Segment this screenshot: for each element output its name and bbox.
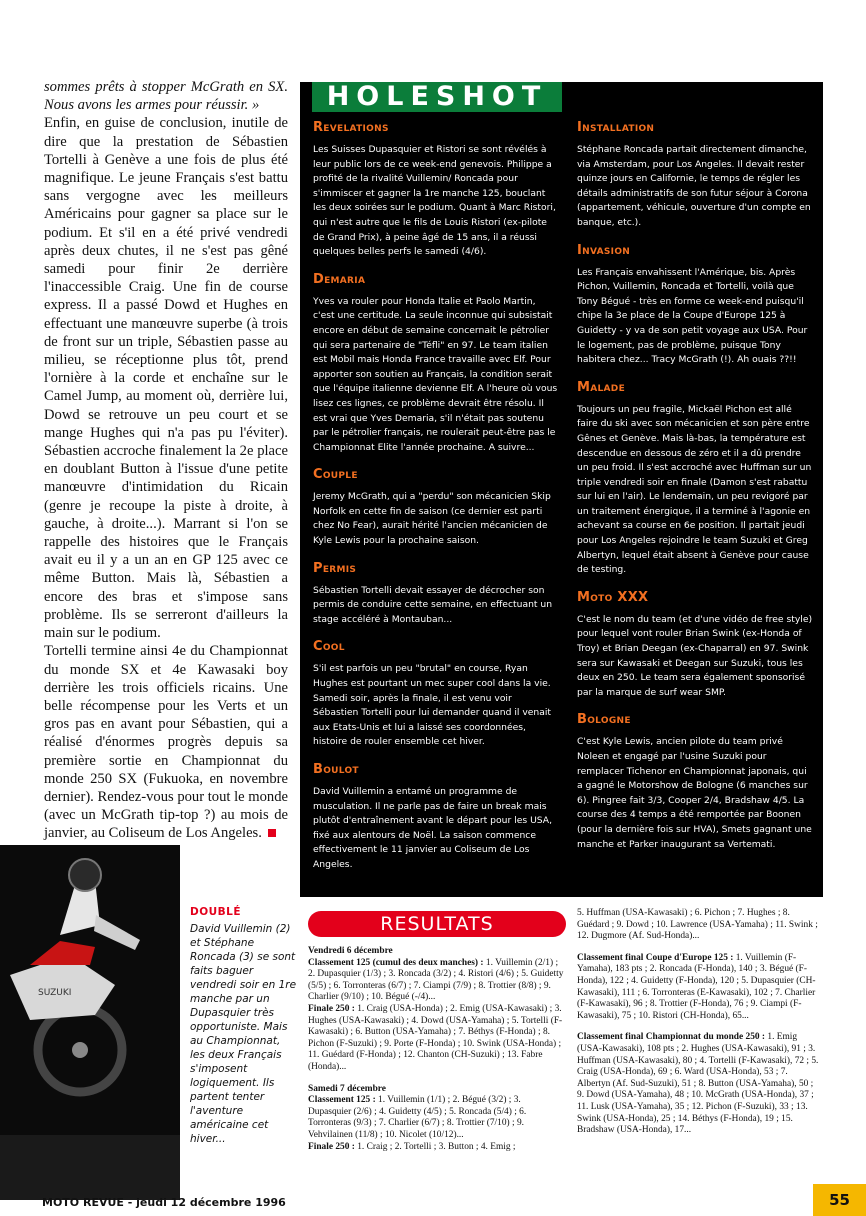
page-footer: MOTO REVUE - jeudi 12 décembre 1996 [42,1196,286,1209]
section-demaria [313,272,559,456]
results-class-text: 1. Vuillemin (1/1) ; 2. Bégué (3/2) ; 3. Dupasquier (2/6) ; 4. Guidetty (4/5) ; 5. Roncada (5/4) ; 6. Torronteras (9/3) ; 7. Charlier (6/7) ; 8. Trottier (7/10) ; 9. Vehvilainen (11/8) ; 10. Nicolet (10/12)... [308,1095,527,1140]
results-class-label: Classement final Championnat du monde 250 : [577,1032,766,1043]
article-paragraph-2-text: Tortelli termine ainsi 4e du Championnat du monde SX et 4e Kawasaki boy derrière les trois officiels ricains. Une belle récompense pour les Verts et un gros pas en avant pour Sébastien, qui a réalisé d'énormes progrès depuis sa première sortie en Championnat du monde 250 SX (Fukuoka, en novembre dernier). Rendez-vous pour tout le monde (avec un McGrath tip-top ?) au mois de janvier, au Coliseum de Los Angeles. [44,643,288,842]
section-text: David Vuillemin a entamé un programme de musculation. Il ne parle pas de faire un break mais plutôt d'entraînement avant le départ pour les USA, fixé aux alentours de Noël. La saison commence effectivement le 11 janvier au Coliseum de Los Angeles. [313,786,553,870]
results-left-column [308,946,566,1163]
bike-decal: SUZUKI [38,988,72,998]
motocross-photo [0,845,180,1200]
section-malade [577,380,813,578]
article-paragraph-1: Enfin, en guise de conclusion, inutile de dire que la prestation de Sébastien Tortelli à Genève a une fois de plus été magnifique. Le jeune Français s'est battu sans vergogne avec les meilleurs Américains pour gagner sa place sur le podium. Et s'il en a été privé vendredi après deux chutes, il ne s'est pas gêné samedi pour finir 2e derrière l'inaccessible Craig. Une fin de course express. Il a passé Dowd et Hughes en effectuant une manœuvre superbe (à trois de front sur un triple, Sébastien passe au milieu, se réceptionne plus tôt, prend l'ornière à la corde et enchaîne sur le Camel Jump, au moment où, derrière lui, Dowd se retrouve un peu court et se mange Hughes qui n'a pas pu l'éviter). Sébastien accroche finalement la 2e place en doublant Button à l'issue d'une petite manœuvre d'intimidation du Ricain (genre je recoupe la piste à droite, à gauche, à droite...). Marrant si l'on se rappelle des histoires que le Français avait eu il y a un an en GP 125 avec ce même Button. Mais là, Sébastien a encore des bras et s'impose sans problème. Ils se serreront d'ailleurs la main sur le podium. [44,115,288,642]
results-continuation [577,908,821,943]
section-title: Installation [577,120,655,135]
section-text: Yves va rouler pour Honda Italie et Paolo Martin, c'est une certitude. La seule inconnue qui subsistait encore en début de semaine concernait le pétrolier qui sera partenaire de "Téfli" en 97. Le team italien est Mobil mais Honda France travaille avec Elf. Pour apporter son soutien au Français, la condition serait que l'équipe italienne devienne Elf. A l'heure où vous lisez ces lignes, ce problème devrait être résolu. Il est vrai que Yves Demaria, s'il n'était pas soutenu par le pétrolier français, ne roulerait peut-être pas le Championnat Elite l'année prochaine. A suivre... [313,295,558,453]
section-text: Les Français envahissent l'Amérique, bis. Après Pichon, Vuillemin, Roncada et Tortelli, voilà que Tony Bégué - très en forme ce week-end puisqu'il chipe la 3e place de la Coupe d'Europe 125 à Guidetty - y va de son petit voyage aux USA. Pour le logement, pas de problème, puisque Tony habitera chez... Tracy McGrath (!). Ah ouais ??!! [577,266,808,366]
results-class-text: 1. Vuillemin (2/1) ; 2. Dupasquier (1/3) ; 3. Roncada (3/2) ; 4. Ristori (4/6) ; 5. Guidetty (5/5) ; 6. Torronteras (6/7) ; 7. Ciampi (7/9) ; 8. Trottier (8/8) ; 9. Charlier (9/10) ; 10. Bégué (-/4)... [308,957,564,1003]
section-revelations [313,120,559,260]
results-final-text: 1. Craig ; 2. Tortelli ; 3. Button ; 4. Emig ; [354,1141,516,1152]
results-final-label: Finale 250 : [308,1141,355,1152]
holeshot-left-column [313,120,559,885]
results-class-label: Classement 125 (cumul des deux manches) : [308,957,484,968]
section-title: Boulot [313,762,359,777]
section-text: Sébastien Tortelli devait essayer de décrocher son permis de conduire cette semaine, en effectuant un stage accéléré à Montauban... [313,584,553,625]
section-text: Stéphane Roncada partait directement dimanche, via Amsterdam, pour Los Angeles. Il devait rester quinze jours en Californie, le temps de régler les détails administratifs de son futur séjour à Corona (appartement, véhicule, ouverture d'un compte en banque, etc.). [577,144,811,228]
results-day: Vendredi 6 décembre [308,946,393,956]
results-text: 1. Vuillemin (F-Yamaha), 183 pts ; 2. Roncada (F-Honda), 140 ; 3. Bégué (F-Honda), 122 ; 4. Guidetty (F-Honda), 120 ; 5. Dupasquier (CH-Kawasaki), 111 ; 6. Torronteras (E-Kawasaki), 102 ; 7. Charlier (F-Kawasaki), 96 ; 8. Trottier (F-Honda), 76 ; 9. Ciampi (F-Kawasaki), 75 ; 10. Ristori (CH-Honda), 65... [577,952,816,1021]
results-title: RESULTATS [308,911,566,937]
page-number: 55 [813,1184,866,1216]
section-text: Les Suisses Dupasquier et Ristori se sont révélés à leur public lors de ce week-end genevois. Philippe a profité de la rivalité Vuillemin/ Roncada pour s'immiscer et gagner la 1re manche 125, bouclant les deux soirées sur le podium. Quant à Marc Ristori, qui n'est autre que le fils de Louis Ristori (ex-pilote de Grand Prix), à peine âgé de 15 ans, il a réussi quelques belles perfs le samedi (4/6). [313,144,556,258]
rider-illustration [0,845,180,1200]
results-day: Samedi 7 décembre [308,1083,386,1094]
end-mark-icon [268,829,276,837]
section-invasion [577,243,813,368]
section-title: Revelations [313,120,389,135]
section-permis [313,561,559,628]
results-final-text: 1. Craig (USA-Honda) ; 2. Emig (USA-Kawasaki) ; 3. Hughes (USA-Kawasaki) ; 4. Dowd (USA-Yamaha) ; 5. Tortelli (F-Kawasaki) ; 6. Button (USA-Yamaha) ; 7. Béthys (F-Honda) ; 8. Pichon (F-Suzuki) ; 9. Porte (F-Honda) ; 10. Swink (USA-Honda) ; 11. Guédard (F-Honda) ; 12. Chanton (CH-Suzuki) ; 13. Fabre (Honda)... [308,1003,563,1072]
section-title: Demaria [313,271,366,287]
section-boulot [313,762,559,873]
article-paragraph-2 [44,642,288,842]
section-title: Moto XXX [577,589,649,605]
results-text: 5. Huffman (USA-Kawasaki) ; 6. Pichon ; 7. Hughes ; 8. Guédard ; 9. Dowd ; 10. Lawrence (USA-Yamaha) ; 11. Swink ; 12. Dugmore (Af. Sud-Honda)... [577,908,818,942]
section-text: Toujours un peu fragile, Mickaël Pichon est allé faire du ski avec son mécanicien et son père entre Gênes et Genève. Mais là-bas, la température est descendue en dessous de zéro et il a dû prendre un peu froid. Il s'est accroché avec Huffman sur un triple vendredi soir en finale (Damon s'est rabattu sur lui en l'air). Le lendemain, un peu revigoré par un traitement énergique, il a terminé à l'agonie en achevant sa course en 6e position. Il partait jeudi pour Los Angeles rejoindre le team Suzuki et Greg Albertyn, lequel était absent à Genève pour cause de testing. [577,403,812,576]
results-class-label: Classement final Coupe d'Europe 125 : [577,952,734,963]
holeshot-title: HOLESHOT [312,82,562,112]
section-title: Bologne [577,712,631,728]
section-title: Malade [577,379,626,395]
results-block-saturday [308,1084,566,1154]
results-text: 1. Emig (USA-Kawasaki), 108 pts ; 2. Hughes (USA-Kawasaki), 91 ; 3. Huffman (USA-Kawasaki), 80 ; 4. Tortelli (F-Kawasaki), 72 ; 5. Craig (USA-Honda), 69 ; 6. Ward (USA-Honda), 53 ; 7. Albertyn (Af. Sud-Suzuki), 51 ; 8. Button (USA-Yamaha), 50 ; 9. Dowd (USA-Yamaha), 48 ; 10. McGrath (USA-Honda), 37 ; 11. Lusk (USA-Yamaha), 35 ; 12. Pichon (F-Suzuki), 33 ; 13. Swink (USA-Honda), 25 ; 14. Béthys (F-Honda), 19 ; 15. Bradshaw (USA-Honda), 17... [577,1032,819,1136]
section-cool [313,639,559,750]
results-class-label: Classement 125 : [308,1095,376,1106]
section-title: Couple [313,467,358,483]
section-text: C'est le nom du team (et d'une vidéo de free style) pour lequel vont rouler Brian Swink (ex-Honda of Troy) et Brian Deegan (ex-Chaparral) en 97. Swink sera sur Kawasaki et Deegan sur Suzuki, tous les deux en 250. Le team sera également sponsorisé par la marque de surf wear SMP. [577,613,813,698]
results-world-championship [577,1032,821,1136]
section-title: Invasion [577,242,631,258]
caption-text: David Vuillemin (2) et Stéphane Roncada (3) se sont faits baguer vendredi soir en 1re manche par un Dupasquier très opportuniste. Mais au Championnat, les deux Français s'imposent logiquement. Ils partent tenter l'aventure américaine cet hiver... [190,923,297,1145]
section-installation [577,120,813,231]
article-column [44,78,288,843]
section-text: Jeremy McGrath, qui a "perdu" son mécanicien Skip Norfolk en cette fin de saison (ce dernier est parti chez No Fear), aurait hérité l'ancien mécanicien de Kyle Lewis pour la prochaine saison. [313,491,551,547]
section-couple [313,467,559,548]
photo-caption [190,906,298,1146]
results-europe-cup [577,953,821,1023]
section-title: Cool [313,639,345,655]
article-lead: sommes prêts à stopper McGrath en SX. Nous avons les armes pour réussir. » [44,79,288,114]
section-text: S'il est parfois un peu "brutal" en course, Ryan Hughes est pourtant un mec super cool dans la vie. Samedi soir, après la finale, il est venu voir Sébastien Tortelli pour lui demander quand il venait aux Etats-Unis et lui a laissé ses coordonnées, histoire de rouler ensemble cet hiver. [313,663,552,748]
section-title: Permis [313,560,357,576]
caption-title: DOUBLÉ [190,906,242,918]
results-final-label: Finale 250 : [308,1003,355,1014]
section-moto-xxx [577,590,813,701]
section-bologne [577,712,813,852]
section-text: C'est Kyle Lewis, ancien pilote du team privé Noleen et engagé par l'usine Suzuki pour remplacer Tichenor en Championnat japonais, qui a gagné le Motorshow de Bologne (6 manches sur 6). Pingree fait 3/3, Cooper 2/4, Bradshaw 4/5. La course des 4 temps a été remportée par Boonen (pour la dernière fois sur HVA), Smets gagnant une manche et Parker inaugurant sa Vertemati. [577,736,812,850]
results-block-friday [308,946,566,1074]
results-right-column [577,908,821,1147]
holeshot-right-column [577,120,813,864]
